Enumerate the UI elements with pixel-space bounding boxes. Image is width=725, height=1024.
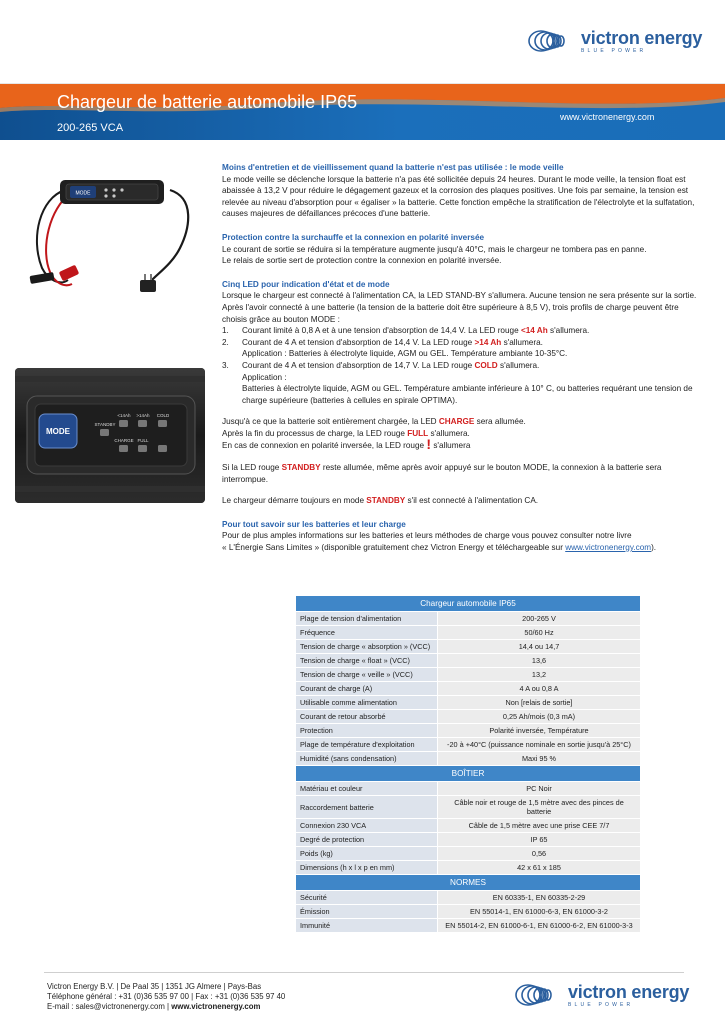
list-item: 3. Courant de 4 A et tension d'absorption de 14,7 V. La LED rouge COLD s'allumera. (222, 360, 540, 370)
table-row (296, 668, 641, 682)
spec-label: Fréquence (296, 626, 438, 640)
brand-tagline: BLUE POWER (581, 47, 647, 54)
spec-value: 0,56 (438, 847, 641, 861)
paragraph-leds-2: Après l'avoir connecté à une batterie (la tension de la batterie doit être supérieure à 8,5 V), trois profils de charge peuvent être choisis grâce au bouton MODE : (222, 302, 679, 324)
specifications-table (295, 595, 641, 933)
spec-label: Plage de tension d'alimentation (296, 612, 438, 626)
website-link[interactable]: www.victronenergy.com (565, 543, 652, 553)
paragraph-startup: Le chargeur démarre toujours en mode STANDBY s'il est connecté à l'alimentation CA. (222, 496, 539, 506)
spec-label: Protection (296, 724, 438, 738)
table-row (296, 654, 641, 668)
spec-label: Degré de protection (296, 833, 438, 847)
table-section-title: Chargeur automobile IP65 (296, 596, 641, 612)
led-label-gt14ah: >14 Ah (474, 337, 502, 347)
spec-label: Utilisable comme alimentation (296, 696, 438, 710)
victron-logo (527, 28, 702, 54)
header-website-link[interactable]: www.victronenergy.com (560, 112, 655, 122)
spec-value: PC Noir (438, 782, 641, 796)
victron-swirl-icon (527, 28, 575, 54)
warning-exclamation-icon: ! (426, 436, 432, 453)
spec-value: 13,2 (438, 668, 641, 682)
spec-value: 42 x 61 x 185 (438, 861, 641, 875)
list-item-application: Batteries à électrolyte liquide, AGM ou GEL. Température ambiante inférieure à 10° C, ou batteries requérant une tension de charge supérieure (batteries à cellules en spirale OPTIMA). (242, 384, 693, 405)
spec-label: Poids (kg) (296, 847, 438, 861)
charger-product-photo (20, 168, 200, 298)
table-section-title: BOÎTIER (296, 766, 641, 782)
page-subtitle: 200-265 VCA (57, 122, 124, 134)
spec-label: Sécurité (296, 891, 438, 905)
spec-value: 4 A ou 0,8 A (438, 682, 641, 696)
svg-text:MODE: MODE (75, 190, 91, 197)
table-row (296, 752, 641, 766)
spec-label: Matériau et couleur (296, 782, 438, 796)
table-row (296, 640, 641, 654)
paragraph-standby-led: Si la LED rouge STANDBY reste allumée, même après avoir appuyé sur le bouton MODE, la connexion à la batterie sera interrompue. (222, 463, 662, 484)
table-row (296, 891, 641, 905)
table-row (296, 626, 641, 640)
spec-value: Non [relais de sortie] (438, 696, 641, 710)
table-section-title: NORMES (296, 875, 641, 891)
svg-text:<14Ah: <14Ah (117, 413, 131, 418)
spec-value: Câble de 1,5 mètre avec une prise CEE 7/7 (438, 819, 641, 833)
table-row (296, 612, 641, 626)
svg-text:FULL: FULL (137, 438, 149, 443)
spec-value: EN 60335-1, EN 60335-2-29 (438, 891, 641, 905)
page-title: Chargeur de batterie automobile IP65 (57, 92, 358, 112)
table-row (296, 738, 641, 752)
list-item: 2. Courant de 4 A et tension d'absorption de 14,4 V. La LED rouge >14 Ah s'allumera. (222, 337, 543, 347)
list-item-application-label: Application : (242, 372, 287, 382)
svg-text:MODE: MODE (46, 427, 70, 436)
brand-name: victron energy (568, 981, 690, 1002)
heading-standby-mode: Moins d'entretien et de vieillissement quand la batterie n'est pas utilisée : le mode veille (222, 163, 564, 172)
list-item-application: Application : Batteries à électrolyte liquide, AGM ou GEL. Température ambiante 10-35°C. (242, 349, 568, 359)
spec-value: EN 55014-2, EN 61000-6-1, EN 61000-6-2, EN 61000-3-3 (438, 919, 641, 933)
paragraph-protection-2: Le relais de sortie sert de protection contre la connexion en polarité inversée. (222, 256, 502, 266)
table-section-header (296, 875, 641, 891)
table-section-header (296, 596, 641, 612)
led-label-cold: COLD (474, 360, 498, 370)
brand-tagline: BLUE POWER (568, 1001, 634, 1008)
heading-leds: Cinq LED pour indication d'état et de mode (222, 279, 390, 289)
table-row (296, 796, 641, 819)
footer-phone: Téléphone général : +31 (0)36 535 97 00 | Fax : +31 (0)36 535 97 40 (47, 992, 286, 1002)
table-row (296, 682, 641, 696)
table-row (296, 724, 641, 738)
paragraph-protection-1: Le courant de sortie se réduira si la température augmente jusqu'à 40°C, mais le chargeur ne tombera pas en panne. (222, 244, 647, 254)
paragraph-charge-led: Jusqu'à ce que la batterie soit entièrement chargée, la LED CHARGE sera allumée. (222, 417, 526, 427)
svg-text:STANDBY: STANDBY (94, 422, 116, 427)
victron-logo-footer (514, 982, 689, 1008)
paragraph-full-led: Après la fin du processus de charge, la LED rouge FULL s'allumera. (222, 428, 470, 438)
table-row (296, 905, 641, 919)
paragraph-standby-mode: Le mode veille se déclenche lorsque la batterie n'a pas été sollicitée depuis 24 heures. Durant le mode veille, la tension float est abaissée à 13,2 V pour réduire le dégagement gazeux et la corrosion des plaques positives. Une fois par semaine, la tension est relevée au niveau d'absorption pour « égaliser » la batterie. Cette fonction empêche la stratification de l'électrolyte et la sulfatation, causes majeures de défaillances précoces d'une batterie. (222, 174, 695, 219)
spec-label: Tension de charge « absorption » (VCC) (296, 640, 438, 654)
spec-value: EN 55014-1, EN 61000-6-3, EN 61000-3-2 (438, 905, 641, 919)
footer-address: Victron Energy B.V. | De Paal 35 | 1351 JG Almere | Pays-Bas (47, 982, 262, 991)
svg-text:CHARGE: CHARGE (114, 438, 134, 443)
table-row (296, 782, 641, 796)
brand-name: victron energy (581, 27, 703, 48)
spec-value: -20 à +40°C (puissance nominale en sortie jusqu'à 25°C) (438, 738, 641, 752)
table-row (296, 861, 641, 875)
paragraph-more-info-1: Pour de plus amples informations sur les batteries et leurs méthodes de charge vous pouvez consulter notre livre (222, 531, 632, 541)
spec-label: Humidité (sans condensation) (296, 752, 438, 766)
spec-value: Câble noir et rouge de 1,5 mètre avec des pinces de batterie (438, 796, 641, 819)
spec-value: 200-265 V (438, 612, 641, 626)
table-row (296, 696, 641, 710)
spec-label: Immunité (296, 919, 438, 933)
heading-protection: Protection contre la surchauffe et la connexion en polarité inversée (222, 232, 485, 242)
svg-text:COLD: COLD (156, 413, 170, 418)
spec-value: 50/60 Hz (438, 626, 641, 640)
description-text (222, 162, 702, 554)
spec-label: Tension de charge « float » (VCC) (296, 654, 438, 668)
spec-label: Courant de charge (A) (296, 682, 438, 696)
footer-contact (47, 982, 285, 1013)
table-row (296, 919, 641, 933)
table-row (296, 847, 641, 861)
spec-label: Connexion 230 VCA (296, 819, 438, 833)
table-row (296, 710, 641, 724)
victron-swirl-icon (514, 982, 562, 1008)
spec-value: 14,4 ou 14,7 (438, 640, 641, 654)
spec-value: Maxi 95 % (438, 752, 641, 766)
paragraph-leds-1: Lorsque le chargeur est connecté à l'alimentation CA, la LED STAND-BY s'allumera. Aucune tension ne sera présente sur la sortie. (222, 291, 697, 301)
table-section-header (296, 766, 641, 782)
spec-value: 0,25 Ah/mois (0,3 mA) (438, 710, 641, 724)
paragraph-more-info-2: « L'Énergie Sans Limites » (disponible gratuitement chez Victron Energy et téléchargeable sur www.victronenergy.com). (222, 543, 657, 553)
spec-label: Plage de température d'exploitation (296, 738, 438, 752)
heading-more-info: Pour tout savoir sur les batteries et leur charge (222, 519, 406, 529)
paragraph-reverse-polarity: En cas de connexion en polarité inversée, la LED rouge ! s'allumera (222, 436, 471, 453)
spec-label: Émission (296, 905, 438, 919)
table-row (296, 833, 641, 847)
control-panel-photo (15, 368, 205, 503)
spec-value: 13,6 (438, 654, 641, 668)
list-item: 1. Courant limité à 0,8 A et à une tension d'absorption de 14,4 V. La LED rouge <14 Ah s'allumera. (222, 326, 590, 336)
svg-text:>14Ah: >14Ah (136, 413, 150, 418)
footer-website-link[interactable]: www.victronenergy.com (171, 1002, 261, 1012)
spec-value: Polarité inversée, Température (438, 724, 641, 738)
table-row (296, 819, 641, 833)
spec-label: Courant de retour absorbé (296, 710, 438, 724)
spec-label: Raccordement batterie (296, 796, 438, 819)
spec-value: IP 65 (438, 833, 641, 847)
led-label-lt14ah: <14 Ah (520, 326, 548, 336)
footer-email[interactable]: E-mail : sales@victronenergy.com | (47, 1002, 170, 1012)
spec-label: Dimensions (h x l x p en mm) (296, 861, 438, 875)
spec-label: Tension de charge « veille » (VCC) (296, 668, 438, 682)
footer-divider (44, 972, 684, 973)
